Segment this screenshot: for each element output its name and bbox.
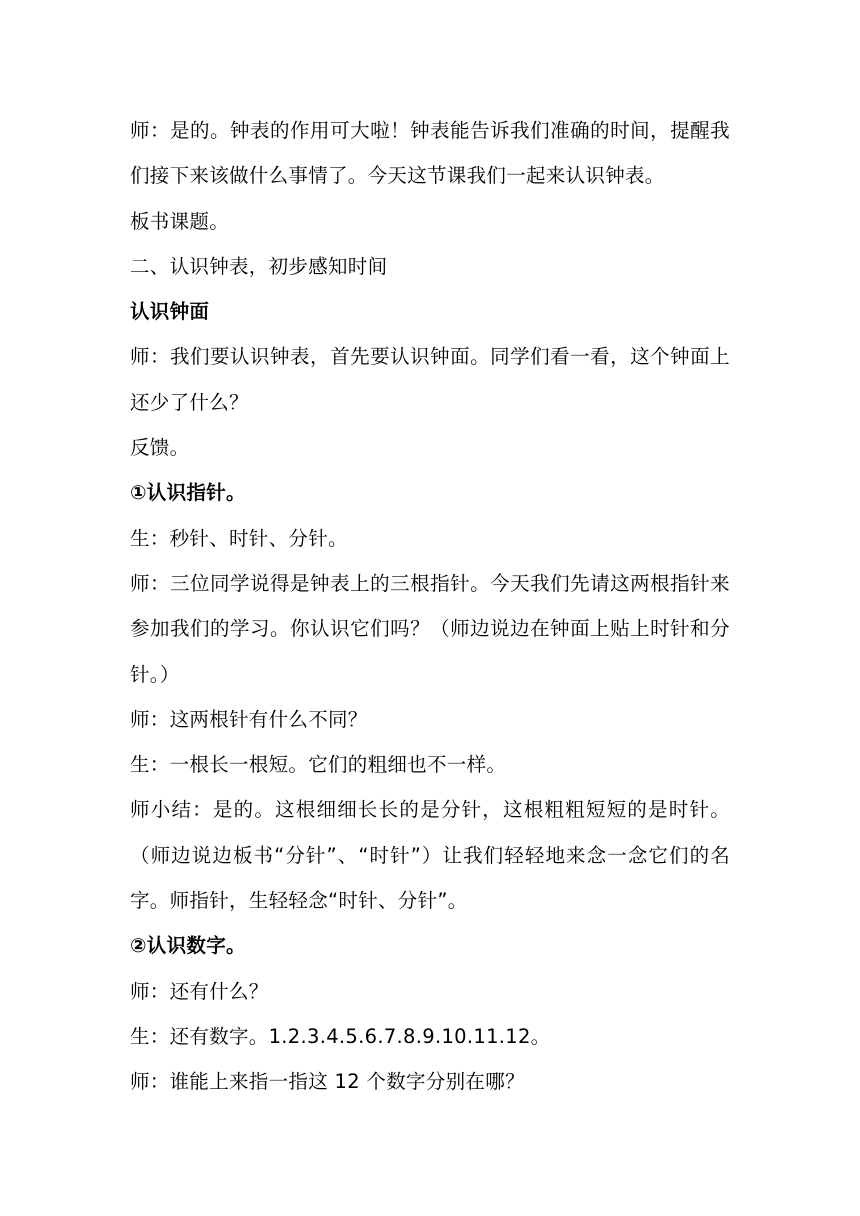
paragraph-student-hands: 生：秒针、时针、分针。: [130, 526, 348, 550]
paragraph-student-numbers: 生：还有数字。1.2.3.4.5.6.7.8.9.10.11.12。: [130, 1024, 551, 1048]
paragraph-teacher-point-numbers: 师：谁能上来指一指这 12 个数字分别在哪？: [130, 1070, 525, 1094]
subheading-hands: ①认识指针。: [130, 481, 246, 505]
subheading-clock-face: 认识钟面: [130, 300, 210, 324]
subheading-numbers: ②认识数字。: [130, 934, 246, 958]
paragraph-teacher-clock-intro: 师：是的。钟表的作用可大啦！钟表能告诉我们准确的时间，提醒我们接下来该做什么事情了。今天这节课我们一起来认识钟表。: [130, 119, 730, 188]
section-heading-two: 二、认识钟表，初步感知时间: [130, 254, 388, 278]
paragraph-teacher-what-else: 师：还有什么？: [130, 979, 269, 1003]
paragraph-student-long-short: 生：一根长一根短。它们的粗细也不一样。: [130, 753, 507, 777]
paragraph-teacher-difference: 师：这两根针有什么不同？: [130, 707, 368, 731]
paragraph-teacher-summary: 师小结：是的。这根细细长长的是分针，这根粗粗短短的是时针。（师边说边板书“分针”、“时针”）让我们轻轻地来念一念它们的名字。师指针，生轻轻念“时针、分针”。: [130, 798, 730, 913]
paragraph-teacher-clock-face: 师：我们要认识钟表，首先要认识钟面。同学们看一看，这个钟面上还少了什么？: [130, 345, 730, 414]
paragraph-board-title: 板书课题。: [130, 209, 230, 233]
paragraph-feedback: 反馈。: [130, 436, 190, 460]
paragraph-teacher-three-hands: 师：三位同学说得是钟表上的三根指针。今天我们先请这两根指针来参加我们的学习。你认识它们吗？（师边说边在钟面上贴上时针和分针。）: [130, 571, 730, 686]
